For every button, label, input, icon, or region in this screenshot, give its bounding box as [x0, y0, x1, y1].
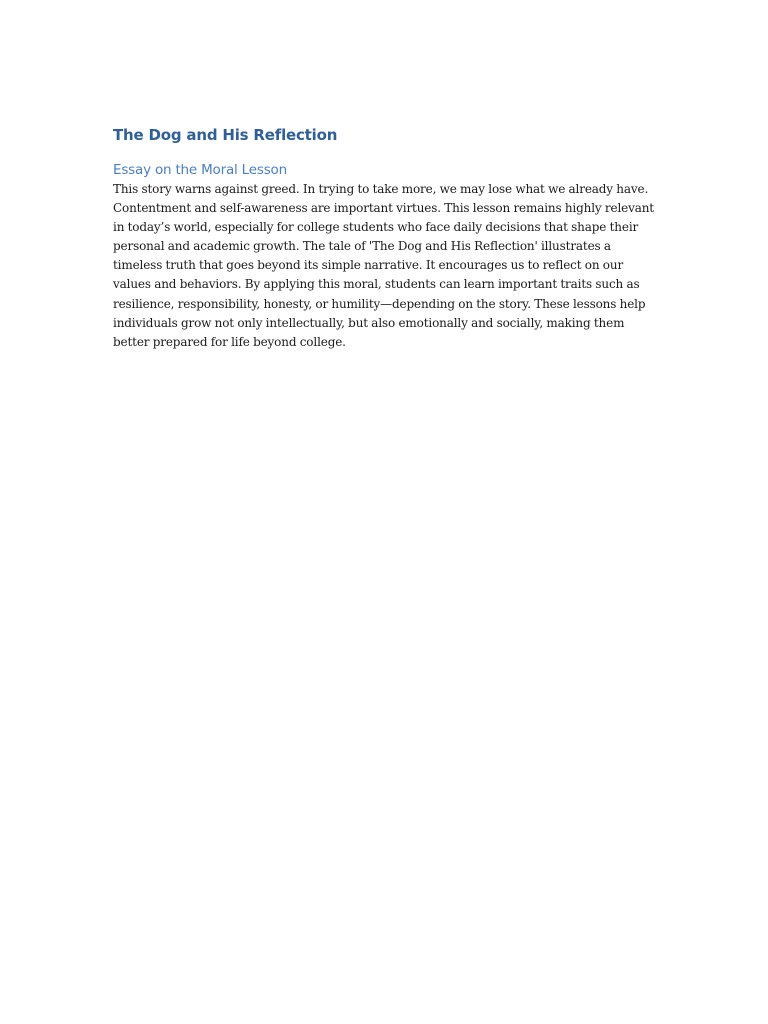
body-paragraph: This story warns against greed. In trying to take more, we may lose what we already have. Contentment and self-awareness are important virtues. This lesson remains highly relevant in today’s world, especially for college students who face daily decisions that shape their personal and academic growth. The tale of 'The Dog and His Reflection' illustrates a timeless truth that goes beyond its simple narrative. It encourages us to reflect on our values and behaviors. By applying this moral, students can learn important traits such as resilience, responsibility, honesty, or humility—depending on the story. These lessons help individuals grow not only intellectually, but also emotionally and socially, making them better prepared for life beyond college. — [113, 182, 654, 349]
section-heading: Essay on the Moral Lesson — [113, 162, 287, 178]
document-title: The Dog and His Reflection — [113, 126, 338, 144]
document-content — [113, 124, 658, 352]
